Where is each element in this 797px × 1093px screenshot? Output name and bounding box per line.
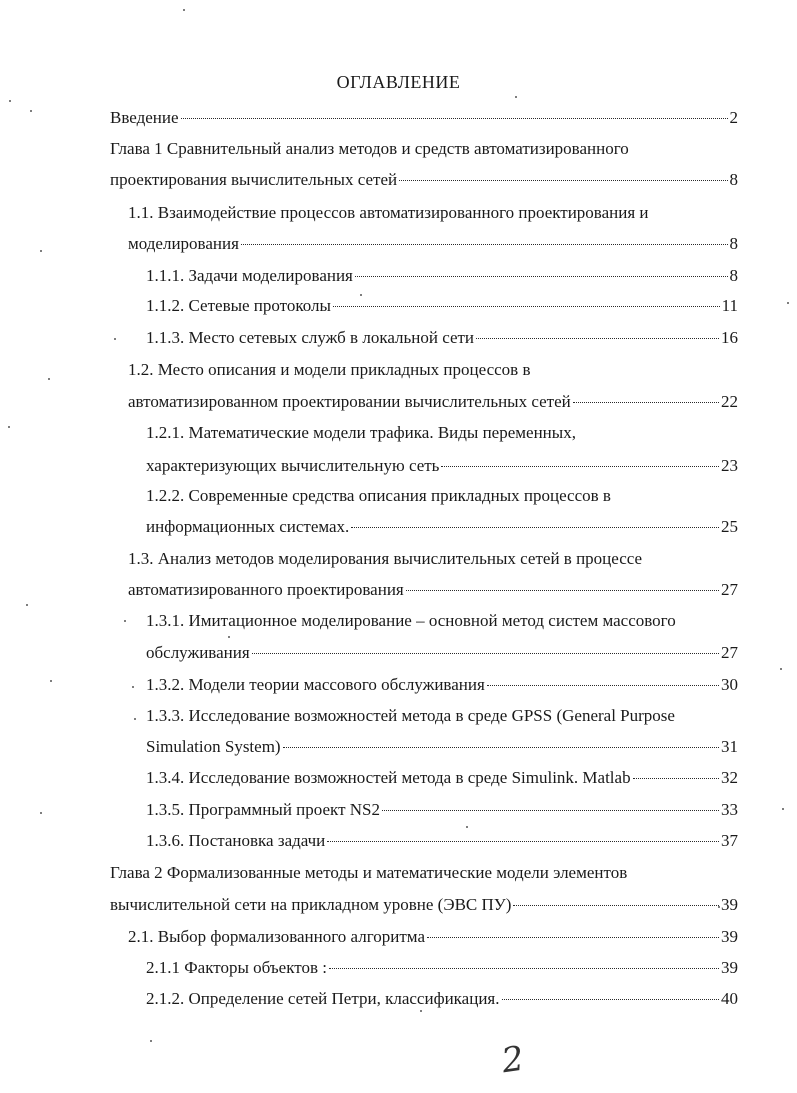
toc-entry[interactable]: 2.1.2. Определение сетей Петри, классификация. 40 [146,989,738,1008]
scan-speck [40,250,42,252]
scan-speck [718,906,720,908]
scan-speck [8,426,10,428]
scan-speck [228,636,230,638]
scan-speck [780,668,782,670]
toc-entry[interactable]: моделирования 8 [128,234,738,253]
toc-entry[interactable]: Глава 2 Формализованные методы и математические модели элементов [110,863,628,882]
toc-entry[interactable]: 2.1.1 Факторы объектов : 39 [146,958,738,977]
toc-entry[interactable]: информационных системах. 25 [146,517,738,536]
scan-speck [466,826,468,828]
toc-entry[interactable]: 1.2.1. Математические модели трафика. Виды переменных, [146,423,576,442]
toc-heading: ОГЛАВЛЕНИЕ [336,72,461,92]
scan-speck [124,620,126,622]
toc-entry[interactable]: обслуживания 27 [146,643,738,662]
scan-speck [515,96,517,98]
scan-speck [9,100,11,102]
toc-entry[interactable]: характеризующих вычислительную сеть 23 [146,456,738,475]
toc-entry[interactable]: 1.3.2. Модели теории массового обслуживания 30 [146,675,738,694]
scan-speck [50,680,52,682]
scan-speck [782,808,784,810]
toc-entry[interactable]: 1.2.2. Современные средства описания прикладных процессов в [146,486,611,505]
toc-entry[interactable]: 1.3.4. Исследование возможностей метода в среде Simulink. Matlab 32 [146,768,738,787]
toc-entry[interactable]: 1.3.5. Программный проект NS2 33 [146,800,738,819]
scan-speck [30,110,32,112]
handwritten-page-number: 2 [499,1038,527,1082]
toc-entry[interactable]: автоматизированном проектировании вычислительных сетей 22 [128,392,738,411]
scan-speck [40,812,42,814]
toc-entry[interactable]: 1.1.2. Сетевые протоколы 11 [146,296,738,315]
toc-entry[interactable]: 1.3.1. Имитационное моделирование – основной метод систем массового [146,611,676,630]
scan-speck [420,1010,422,1012]
scan-speck [48,378,50,380]
toc-entry[interactable]: 1.1.1. Задачи моделирования 8 [146,266,738,285]
scan-speck [134,718,136,720]
scan-speck [132,686,134,688]
toc-entry[interactable]: 1.3.3. Исследование возможностей метода в среде GPSS (General Purpose [146,706,675,725]
toc-entry[interactable]: 1.1. Взаимодействие процессов автоматизированного проектирования и [128,203,649,222]
toc-entry[interactable]: Введение 2 [110,108,738,127]
scan-speck [26,604,28,606]
toc-entry[interactable]: 1.3.6. Постановка задачи 37 [146,831,738,850]
toc-entry[interactable]: 1.1.3. Место сетевых служб в локальной сети 16 [146,328,738,347]
scan-speck [183,9,185,11]
toc-entry[interactable]: 1.3. Анализ методов моделирования вычислительных сетей в процессе [128,549,643,568]
toc-entry[interactable]: Simulation System) 31 [146,737,738,756]
toc-entry[interactable]: автоматизированного проектирования 27 [128,580,738,599]
scan-speck [787,302,789,304]
toc-entry[interactable]: проектирования вычислительных сетей 8 [110,170,738,189]
toc-entry[interactable]: 1.2. Место описания и модели прикладных процессов в [128,360,531,379]
scan-speck [360,294,362,296]
scan-speck [150,1040,152,1042]
toc-entry[interactable]: Глава 1 Сравнительный анализ методов и средств автоматизированного [110,139,629,158]
scan-speck [114,338,116,340]
toc-entry[interactable]: 2.1. Выбор формализованного алгоритма 39 [128,927,738,946]
toc-entry[interactable]: вычислительной сети на прикладном уровне (ЭВС ПУ) 39 [110,895,738,914]
